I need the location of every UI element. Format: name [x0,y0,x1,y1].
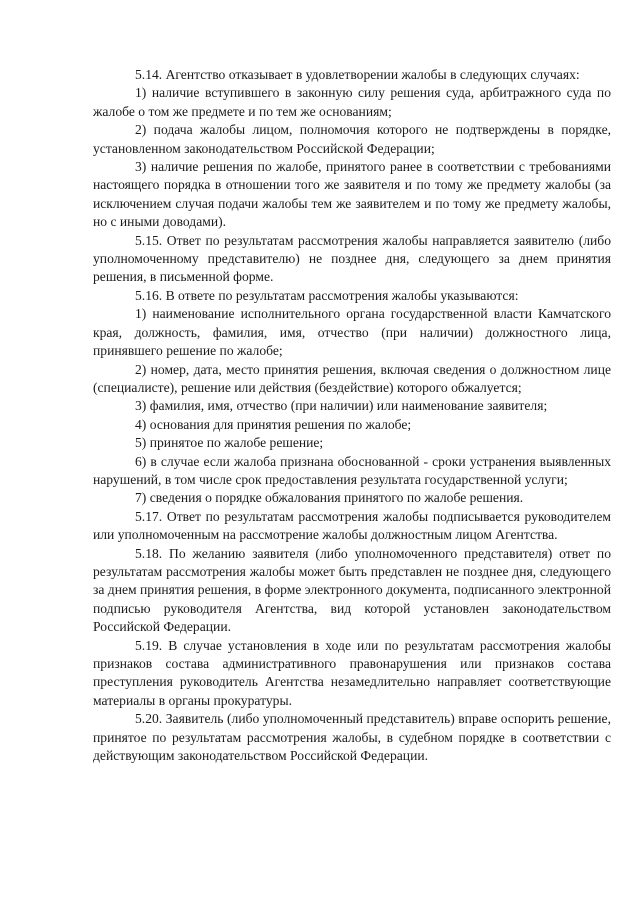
list-item-5-16-1: 1) наименование исполнительного органа государственной власти Камчатского края, должность, фамилия, имя, отчество (при наличии) должностного лица, принявшего решение по жалобе; [93,306,611,359]
paragraph-5-19: 5.19. В случае установления в ходе или по результатам рассмотрения жалобы признаков состава административного правонарушения или признаков состава преступления руководитель Агентства незамедлительно направляет соответствующие материалы в органы прокуратуры. [93,637,611,708]
list-item-5-16-4: 4) основания для принятия решения по жалобе; [135,416,412,432]
paragraph-5-18: 5.18. По желанию заявителя (либо уполномоченного представителя) ответ по результатам рассмотрения жалобы может быть представлен не позднее дня, следующего за днем принятия решения, в форме электронного документа, подписанного электронной подписью руководителя Агентства, вид которой установлен законодательством Российской Федерации. [93,545,611,635]
paragraph-5-17: 5.17. Ответ по результатам рассмотрения жалобы подписывается руководителем или уполномоченным на рассмотрение жалобы должностным лицом Агентства. [93,508,611,543]
paragraph-5-16: 5.16. В ответе по результатам рассмотрения жалобы указываются: [135,287,519,303]
list-item-5-14-1: 1) наличие вступившего в законную силу решения суда, арбитражного суда по жалобе о том же предмете и по тем же основаниям; [93,85,611,119]
list-item-5-16-3: 3) фамилия, имя, отчество (при наличии) или наименование заявителя; [135,398,548,414]
list-item-5-16-2: 2) номер, дата, место принятия решения, включая сведения о должностном лице (специалисте), решение или действия (бездействие) которого обжалуется; [93,361,611,395]
list-item-5-16-5: 5) принятое по жалобе решение; [135,435,324,451]
paragraph-5-15: 5.15. Ответ по результатам рассмотрения жалобы направляется заявителю (либо уполномоченному представителю) не позднее дня, следующего за днем принятия решения, в письменной форме. [93,232,611,285]
document-page [93,66,611,765]
list-item-5-16-7: 7) сведения о порядке обжалования принятого по жалобе решения. [135,490,524,506]
list-item-5-14-2: 2) подача жалобы лицом, полномочия которого не подтверждены в порядке, установленном законодательством Российской Федерации; [93,122,611,156]
list-item-5-14-3: 3) наличие решения по жалобе, принятого ранее в соответствии с требованиями настоящего порядка в отношении того же заявителя и по тому же предмету жалобы (за исключением случая подачи жалобы тем же заявителем и по тому же предмету жалобы, но с иными доводами). [93,159,611,230]
paragraph-5-14: 5.14. Агентство отказывает в удовлетворении жалобы в следующих случаях: [135,67,580,82]
paragraph-5-20: 5.20. Заявитель (либо уполномоченный представитель) вправе оспорить решение, принятое по результатам рассмотрения жалобы, в судебном порядке в соответствии с действующим законодательством Российской Федерации. [93,711,611,764]
list-item-5-16-6: 6) в случае если жалоба признана обоснованной - сроки устранения выявленных нарушений, в том числе срок предоставления результата государственной услуги; [93,453,611,487]
